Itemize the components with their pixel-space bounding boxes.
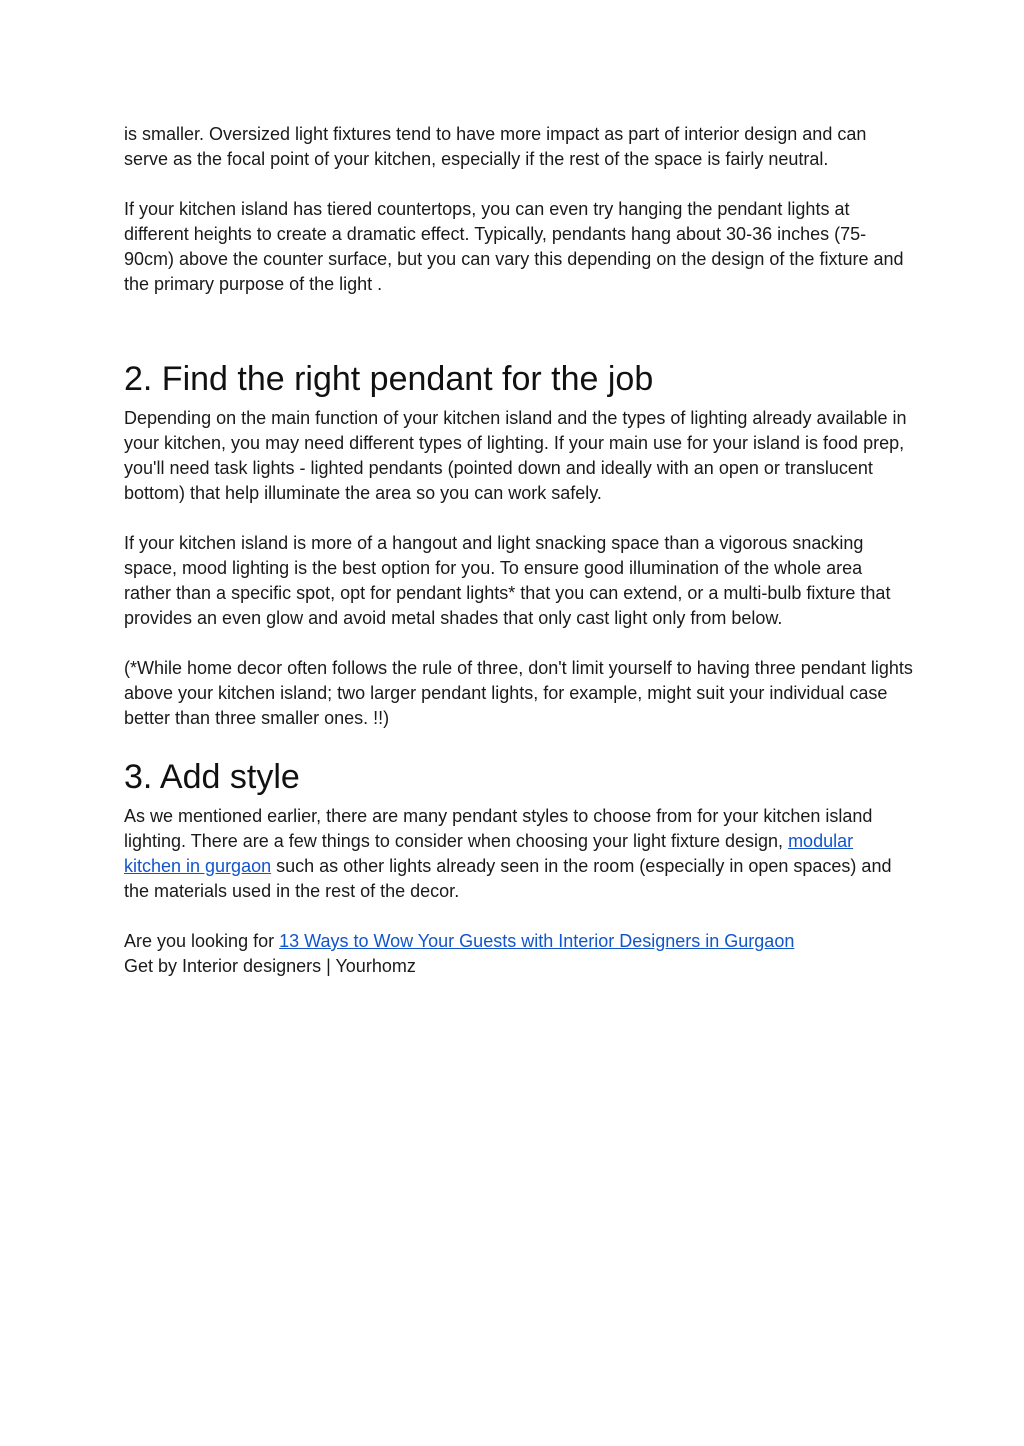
intro-paragraph-2: If your kitchen island has tiered countertops, you can even try hanging the pendant lights at different heights to create a dramatic effect. Typically, pendants hang about 30-36 inches (75-90cm) above the counter surface, but you can vary this depending on the design of the fixture and the primary purpose of the light . — [124, 199, 904, 294]
section-gap — [124, 731, 914, 757]
document-page — [124, 122, 914, 979]
section-3-paragraph-1 — [124, 804, 914, 904]
paragraph-gap — [124, 631, 914, 656]
paragraph-gap — [124, 172, 914, 197]
section-3-heading: 3. Add style — [124, 758, 300, 796]
modular-kitchen-link[interactable]: modular kitchen in gurgaon — [124, 831, 854, 876]
section-2-paragraph-1: Depending on the main function of your kitchen island and the types of lighting already available in your kitchen, you may need different types of lighting. If your main use for your island is food prep, you'll need task lights - lighted pendants (pointed down and ideally with an open or translucent bottom) that help illuminate the area so you can work safely. — [124, 408, 907, 503]
section-gap — [124, 297, 914, 359]
looking-for-text: Are you looking for — [124, 931, 280, 951]
section-2-paragraph-2: If your kitchen island is more of a hangout and light snacking space than a vigorous snacking space, mood lighting is the best option for you. To ensure good illumination of the whole area rather than a specific spot, opt for pendant lights* that you can extend, or a multi-bulb fixture that provides an even glow and avoid metal shades that only cast light only from below. — [124, 533, 891, 628]
section-3-text-after-link: such as other lights already seen in the room (especially in open spaces) and the materials used in the rest of the decor. — [124, 856, 892, 901]
heading-gap — [124, 399, 914, 406]
intro-paragraph-1: is smaller. Oversized light fixtures tend to have more impact as part of interior design and can serve as the focal point of your kitchen, especially if the rest of the space is fairly neutral. — [124, 124, 867, 169]
section-3-paragraph-2 — [124, 929, 914, 954]
section-2-paragraph-3: (*While home decor often follows the rule of three, don't limit yourself to having three pendant lights above your kitchen island; two larger pendant lights, for example, might suit your individual case better than three smaller ones. !!) — [124, 658, 913, 728]
section-3-paragraph-3: Get by Interior designers | Yourhomz — [124, 956, 416, 976]
heading-gap — [124, 797, 914, 804]
section-2-heading: 2. Find the right pendant for the job — [124, 360, 654, 398]
paragraph-gap — [124, 506, 914, 531]
section-3-text-before-link: As we mentioned earlier, there are many pendant styles to choose from for your kitchen island lighting. There are a few things to consider when choosing your light fixture design, — [124, 806, 873, 851]
paragraph-gap — [124, 904, 914, 929]
interior-designers-link[interactable]: 13 Ways to Wow Your Guests with Interior Designers in Gurgaon — [279, 931, 795, 951]
